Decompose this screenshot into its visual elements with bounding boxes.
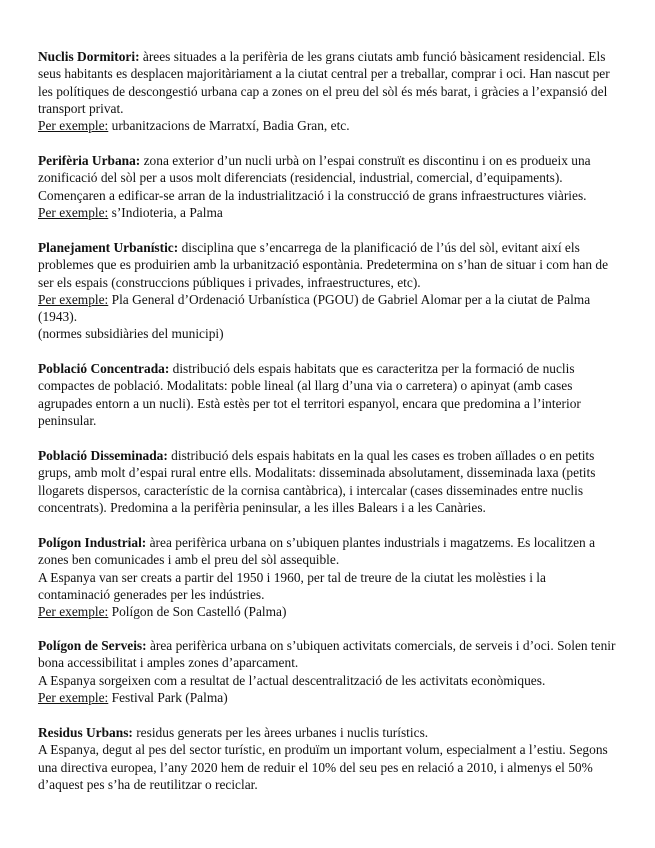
entry-definition-text: residus generats per les àrees urbanes i nuclis turístics. (132, 725, 429, 740)
entry-poblacio-disseminada (38, 447, 618, 516)
entry-periferia-urbana (38, 152, 618, 221)
entry-definition (38, 534, 618, 569)
entry-planejament-urbanistic (38, 239, 618, 343)
example-label: Per exemple: (38, 204, 109, 220)
entry-definition-text: disciplina que s’encarrega de la planificació de l’ús del sòl, evitant així els problemes que es produirien amb la urbanització espontània. Predetermina on s’han de situar i com han de ser els espais (construccions públiques i privades, infraestructures, etc). (38, 240, 609, 290)
entry-example (38, 689, 618, 706)
entry-definition-text: zona exterior d’un nucli urbà on l’espai construït es discontinu i on es produeix una zonificació del sòl per a usos molt diferenciats (residencial, industrial, comercial, d’equipaments). Començaren a edificar-se arran de la industrialització i la construcció de grans infraestructures viàries. (38, 153, 591, 203)
entry-note: (normes subsidiàries del municipi) (38, 326, 224, 342)
entry-definition (38, 48, 618, 117)
entry-example (38, 291, 618, 326)
entry-example (38, 603, 618, 620)
entry-term: Polígon Industrial: (38, 535, 147, 550)
entry-definition (38, 724, 618, 741)
example-text: Polígon de Son Castelló (Palma) (108, 604, 287, 620)
entry-note: A Espanya sorgeixen com a resultat de l’actual descentralització de les activitats econòmiques. (38, 672, 546, 688)
entry-definition-text: àrees situades a la perifèria de les grans ciutats amb funció bàsicament residencial. Els seus habitants es desplacen majoritàriament a la ciutat central per a treballar, comprar i oci. Han nascut per les polítiques de descongestió urbana cap a zones on el preu del sòl és més barat, i gràcies a l’expansió del transport privat. (38, 49, 610, 116)
entry-term: Planejament Urbanístic: (38, 240, 179, 255)
example-label: Per exemple: (38, 604, 109, 620)
example-label: Per exemple: (38, 291, 109, 307)
example-text: s’Indioteria, a Palma (108, 204, 223, 220)
entry-note: A Espanya van ser creats a partir del 1950 i 1960, per tal de treure de la ciutat les molèsties i la contaminació generades per les indústries. (38, 569, 546, 602)
entry-poligon-industrial (38, 534, 618, 620)
entry-definition (38, 637, 618, 672)
entry-term: Residus Urbans: (38, 725, 133, 740)
entry-poligon-de-serveis (38, 637, 618, 706)
entry-note: A Espanya, degut al pes del sector turístic, en produïm un important volum, especialment a l’estiu. Segons una directiva europea, l’any 2020 hem de reduir el 10% del seu pes en relació a 2010, i almenys el 50% d’aquest pes s’ha de reutilitzar o reciclar. (38, 742, 608, 792)
example-label: Per exemple: (38, 689, 109, 705)
example-label: Per exemple: (38, 118, 109, 134)
entry-example (38, 117, 618, 134)
entry-definition (38, 447, 618, 516)
entry-nuclis-dormitori (38, 48, 618, 134)
example-text: Pla General d’Ordenació Urbanística (PGOU) de Gabriel Alomar per a la ciutat de Palma (1943). (38, 291, 591, 325)
entry-example (38, 204, 618, 221)
entry-term: Perifèria Urbana: (38, 153, 141, 168)
entry-poblacio-concentrada (38, 360, 618, 429)
entry-term: Població Disseminada: (38, 448, 168, 463)
entry-definition-text: àrea perifèrica urbana on s’ubiquen activitats comercials, de serveis i d’oci. Solen tenir bona accessibilitat i amples zones d’aparcament. (38, 638, 616, 671)
example-text: Festival Park (Palma) (108, 689, 228, 705)
entry-definition-text: distribució dels espais habitats en la qual les cases es troben aïllades o en petits grups, amb molt d’espai rural entre ells. Modalitats: disseminada absolutament, disseminada laxa (petits llogarets dispersos, característic de la cornisa cantàbrica), i intercalar (cases disseminades entre nuclis concentrats). Predomina a la perifèria peninsular, a les illes Balears i a les Canàries. (38, 448, 596, 515)
entry-definition (38, 360, 618, 429)
entry-term: Nuclis Dormitori: (38, 49, 140, 64)
entry-definition-text: distribució dels espais habitats que es caracteritza per la formació de nuclis compactes de població. Modalitats: poble lineal (al llarg d’una via o carretera) o apinyat (amb cases agrupades entorn a un nucli). Està estès per tot el territori espanyol, encara que predomina a l’interior peninsular. (38, 361, 581, 428)
entry-definition (38, 152, 618, 204)
entry-term: Polígon de Serveis: (38, 638, 147, 653)
example-text: urbanitzacions de Marratxí, Badia Gran, etc. (108, 118, 350, 134)
entry-residus-urbans (38, 724, 618, 793)
entry-term: Població Concentrada: (38, 361, 170, 376)
entry-definition (38, 239, 618, 291)
entry-definition-text: àrea perifèrica urbana on s’ubiquen plantes industrials i magatzems. Es localitzen a zones ben comunicades i amb el preu del sòl assequible. (38, 535, 596, 568)
